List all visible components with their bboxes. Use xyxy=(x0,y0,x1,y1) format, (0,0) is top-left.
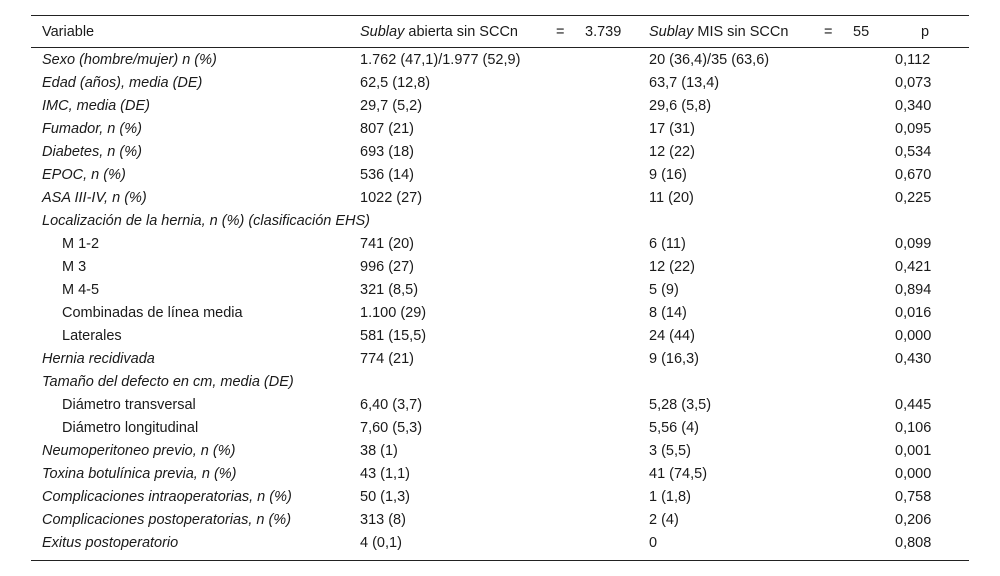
row-value-mis: 3 (5,5) xyxy=(649,443,691,459)
row-value-open: 1.100 (29) xyxy=(360,305,427,321)
table-row xyxy=(0,187,1000,210)
row-p-value: 0,894 xyxy=(895,282,932,298)
row-variable: Hernia recidivada xyxy=(42,351,155,367)
table-row xyxy=(0,256,1000,279)
row-variable: M 3 xyxy=(62,259,87,275)
table-row xyxy=(0,141,1000,164)
row-p-value: 0,445 xyxy=(895,397,932,413)
table-row xyxy=(0,49,1000,72)
row-variable: Edad (años), media (DE) xyxy=(42,75,203,91)
row-value-open: 1022 (27) xyxy=(360,190,423,206)
row-value-mis: 12 (22) xyxy=(649,259,695,275)
row-value-open: 996 (27) xyxy=(360,259,415,275)
row-value-mis: 5,56 (4) xyxy=(649,420,699,436)
row-value-open: 774 (21) xyxy=(360,351,415,367)
row-value-mis: 5,28 (3,5) xyxy=(649,397,712,413)
row-value-mis: 8 (14) xyxy=(649,305,687,321)
row-p-value: 0,106 xyxy=(895,420,932,436)
row-value-mis: 17 (31) xyxy=(649,121,695,137)
row-value-open: 6,40 (3,7) xyxy=(360,397,423,413)
row-p-value: 0,206 xyxy=(895,512,932,528)
row-variable: Fumador, n (%) xyxy=(42,121,142,137)
table-row xyxy=(0,440,1000,463)
row-p-value: 0,758 xyxy=(895,489,932,505)
table-row xyxy=(0,95,1000,118)
row-p-value: 0,430 xyxy=(895,351,932,367)
row-value-open: 1.762 (47,1)/1.977 (52,9) xyxy=(360,52,521,68)
row-value-mis: 6 (11) xyxy=(649,236,686,252)
header-group-b-technique: Sublay xyxy=(649,24,694,40)
row-variable: Sexo (hombre/mujer) n (%) xyxy=(42,52,217,68)
row-variable: Diabetes, n (%) xyxy=(42,144,142,160)
row-p-value: 0,340 xyxy=(895,98,932,114)
header-group-a-label: abierta sin SCCn xyxy=(408,24,518,40)
row-value-open: 4 (0,1) xyxy=(360,535,402,551)
row-variable: Toxina botulínica previa, n (%) xyxy=(42,466,237,482)
row-value-open: 581 (15,5) xyxy=(360,328,427,344)
row-variable: ASA III-IV, n (%) xyxy=(42,190,147,206)
row-variable: M 4-5 xyxy=(62,282,100,298)
section-heading: Localización de la hernia, n (%) (clasificación EHS) xyxy=(42,213,371,229)
row-value-open: 807 (21) xyxy=(360,121,415,137)
table-row xyxy=(0,463,1000,486)
row-p-value: 0,421 xyxy=(895,259,932,275)
table-section-row xyxy=(0,210,1000,233)
row-value-open: 313 (8) xyxy=(360,512,406,528)
row-value-mis: 0 xyxy=(649,535,658,551)
header-p-value: p xyxy=(921,24,930,40)
table-row xyxy=(0,486,1000,509)
table-row xyxy=(0,233,1000,256)
row-p-value: 0,073 xyxy=(895,75,932,91)
row-variable: Diámetro longitudinal xyxy=(62,420,199,436)
table-row xyxy=(0,72,1000,95)
row-value-mis: 12 (22) xyxy=(649,144,695,160)
row-p-value: 0,000 xyxy=(895,466,932,482)
row-value-mis: 1 (1,8) xyxy=(649,489,691,505)
table-top-rule xyxy=(31,15,969,16)
table-header-rule xyxy=(31,47,969,48)
table-bottom-rule xyxy=(31,560,969,561)
row-p-value: 0,225 xyxy=(895,190,932,206)
row-value-mis: 11 (20) xyxy=(649,190,694,206)
row-value-mis: 29,6 (5,8) xyxy=(649,98,712,114)
row-p-value: 0,534 xyxy=(895,144,932,160)
header-group-a-equals: = xyxy=(556,24,565,40)
row-value-open: 321 (8,5) xyxy=(360,282,419,298)
table-row xyxy=(0,417,1000,440)
section-heading: Tamaño del defecto en cm, media (DE) xyxy=(42,374,294,390)
row-value-open: 38 (1) xyxy=(360,443,398,459)
row-p-value: 0,112 xyxy=(895,52,931,68)
header-group-a xyxy=(360,23,518,41)
header-group-b-n: 55 xyxy=(853,24,870,40)
row-value-mis: 24 (44) xyxy=(649,328,695,344)
row-value-mis: 2 (4) xyxy=(649,512,679,528)
table-row xyxy=(0,118,1000,141)
row-p-value: 0,001 xyxy=(895,443,932,459)
table-row xyxy=(0,509,1000,532)
row-variable: IMC, media (DE) xyxy=(42,98,150,114)
row-variable: M 1-2 xyxy=(62,236,100,252)
row-value-open: 29,7 (5,2) xyxy=(360,98,423,114)
row-variable: Combinadas de línea media xyxy=(62,305,243,321)
header-group-a-technique: Sublay xyxy=(360,24,405,40)
row-variable: Laterales xyxy=(62,328,122,344)
row-p-value: 0,016 xyxy=(895,305,932,321)
row-variable: Exitus postoperatorio xyxy=(42,535,179,551)
row-value-mis: 5 (9) xyxy=(649,282,679,298)
header-group-b xyxy=(649,23,788,41)
row-variable: Neumoperitoneo previo, n (%) xyxy=(42,443,236,459)
row-value-open: 693 (18) xyxy=(360,144,415,160)
table-row xyxy=(0,164,1000,187)
header-group-b-equals: = xyxy=(824,24,833,40)
table-row xyxy=(0,348,1000,371)
row-variable: Complicaciones postoperatorias, n (%) xyxy=(42,512,292,528)
row-value-mis: 9 (16,3) xyxy=(649,351,699,367)
row-value-mis: 63,7 (13,4) xyxy=(649,75,720,91)
header-variable: Variable xyxy=(42,24,95,40)
row-value-open: 50 (1,3) xyxy=(360,489,410,505)
row-value-mis: 9 (16) xyxy=(649,167,687,183)
header-group-b-label: MIS sin SCCn xyxy=(697,24,789,40)
row-p-value: 0,670 xyxy=(895,167,932,183)
row-p-value: 0,808 xyxy=(895,535,932,551)
row-value-mis: 41 (74,5) xyxy=(649,466,708,482)
row-value-open: 43 (1,1) xyxy=(360,466,410,482)
row-value-open: 741 (20) xyxy=(360,236,415,252)
row-value-open: 536 (14) xyxy=(360,167,415,183)
row-value-open: 62,5 (12,8) xyxy=(360,75,431,91)
row-p-value: 0,000 xyxy=(895,328,932,344)
row-variable: Complicaciones intraoperatorias, n (%) xyxy=(42,489,292,505)
row-value-mis: 20 (36,4)/35 (63,6) xyxy=(649,52,770,68)
row-p-value: 0,099 xyxy=(895,236,932,252)
table-row xyxy=(0,532,1000,555)
table-row xyxy=(0,325,1000,348)
table-row xyxy=(0,394,1000,417)
row-p-value: 0,095 xyxy=(895,121,932,137)
table-row xyxy=(0,302,1000,325)
header-group-a-n: 3.739 xyxy=(585,24,622,40)
row-variable: EPOC, n (%) xyxy=(42,167,126,183)
row-value-open: 7,60 (5,3) xyxy=(360,420,423,436)
row-variable: Diámetro transversal xyxy=(62,397,196,413)
table-section-row xyxy=(0,371,1000,394)
table-row xyxy=(0,279,1000,302)
